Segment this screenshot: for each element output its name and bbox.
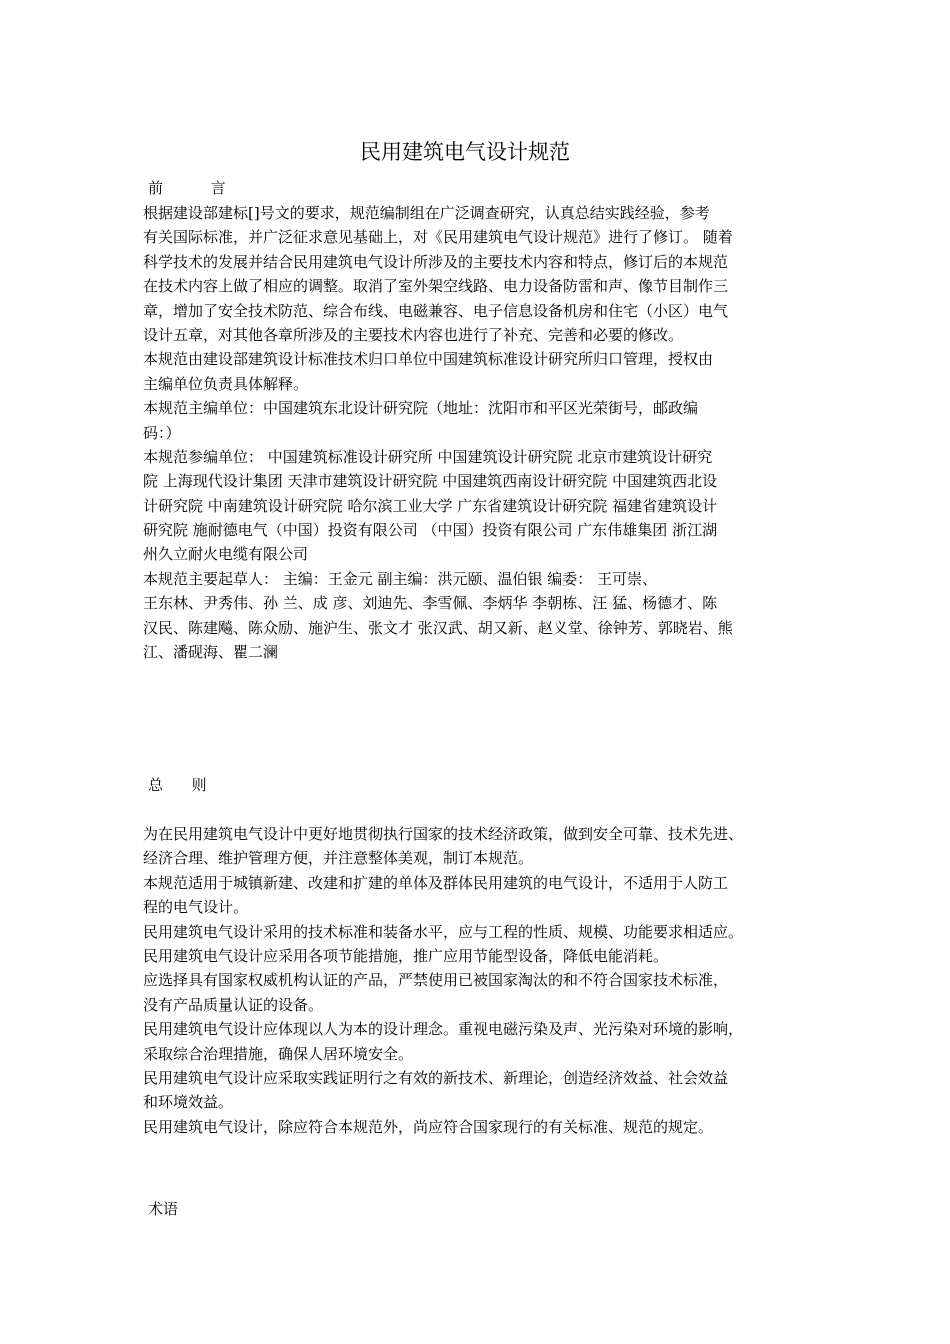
preface-line: 有关国际标准，并广泛征求意见基础上，对《民用建筑电气设计规范》进行了修订。 随着	[143, 228, 733, 247]
preface-line: 本规范参编单位： 中国建筑标准设计研究所 中国建筑设计研究院 北京市建筑设计研究	[143, 447, 713, 466]
preface-line: 州久立耐火电缆有限公司	[143, 545, 309, 564]
preface-line: 主编单位负责具体解释。	[143, 374, 309, 393]
general-line: 经济合理、维护管理方便，并注意整体美观，制订本规范。	[143, 849, 534, 868]
general-line: 程的电气设计。	[143, 898, 249, 917]
general-line: 为在民用建筑电气设计中更好地贯彻执行国家的技术经济政策，做到安全可靠、技术先进、	[143, 825, 744, 843]
document-title: 民用建筑电气设计规范	[360, 140, 570, 164]
preface-line: 本规范由建设部建筑设计标准技术归口单位中国建筑标准设计研究所归口管理，授权由	[143, 350, 714, 369]
preface-line: 江、潘砚海、瞿二澜	[143, 643, 279, 662]
preface-line: 本规范主编单位：中国建筑东北设计研究院（地址：沈阳市和平区光荣街号，邮政编	[143, 399, 699, 418]
preface-line: 根据建设部建标[]号文的要求，规范编制组在广泛调查研究，认真总结实践经验，参考	[143, 204, 710, 222]
general-line: 采取综合治理措施，确保人居环境安全。	[143, 1044, 414, 1063]
general-line: 民用建筑电气设计应体现以人为本的设计理念。重视电磁污染及声、光污染对环境的影响，	[143, 1020, 744, 1039]
general-line: 应选择具有国家权威机构认证的产品，严禁使用已被国家淘汰的和不符合国家技术标准，	[143, 971, 729, 990]
preface-line: 码：）	[143, 423, 181, 442]
general-line: 民用建筑电气设计应采取实践证明行之有效的新技术、新理论，创造经济效益、社会效益	[143, 1068, 729, 1087]
preface-line: 计研究院 中南建筑设计研究院 哈尔滨工业大学 广东省建筑设计研究院 福建省建筑设计	[143, 496, 718, 515]
preface-heading: 前 言	[148, 179, 226, 197]
preface-line: 在技术内容上做了相应的调整。取消了室外架空线路、电力设备防雷和声、像节目制作三	[143, 277, 729, 296]
general-line: 民用建筑电气设计，除应符合本规范外，尚应符合国家现行的有关标准、规范的规定。	[143, 1117, 714, 1136]
preface-line: 院 上海现代设计集团 天津市建筑设计研究院 中国建筑西南设计研究院 中国建筑西北设	[143, 472, 718, 491]
general-line: 民用建筑电气设计应采用各项节能措施，推广应用节能型设备，降低电能消耗。	[143, 946, 669, 965]
preface-line: 科学技术的发展并结合民用建筑电气设计所涉及的主要技术内容和特点，修订后的本规范	[143, 252, 729, 271]
preface-body	[143, 201, 811, 664]
preface-line: 章，增加了安全技术防范、综合布线、电磁兼容、电子信息设备机房和住宅（小区）电气	[143, 301, 729, 320]
preface-line: 王东林、尹秀伟、孙 兰、成 彦、刘迪先、李雪佩、李炳华 李朝栋、汪 猛、杨德才、陈	[143, 594, 718, 613]
general-body	[143, 822, 811, 1139]
general-heading: 总 则	[148, 776, 207, 794]
general-line: 没有产品质量认证的设备。	[143, 995, 324, 1014]
preface-line: 本规范主要起草人： 主编：王金元 副主编：洪元颐、温伯银 编委： 王可崇、	[143, 569, 658, 588]
general-line: 和环境效益。	[143, 1093, 234, 1112]
general-line: 民用建筑电气设计采用的技术标准和装备水平，应与工程的性质、规模、功能要求相适应。	[143, 922, 744, 941]
terms-heading: 术语	[148, 1200, 179, 1218]
general-line: 本规范适用于城镇新建、改建和扩建的单体及群体民用建筑的电气设计，不适用于人防工	[143, 873, 729, 892]
preface-line: 汉民、陈建飚、陈众励、施沪生、张文才 张汉武、胡又新、赵义堂、徐钟芳、郭晓岩、熊	[143, 618, 733, 637]
preface-line: 设计五章，对其他各章所涉及的主要技术内容也进行了补充、完善和必要的修改。	[143, 325, 684, 344]
preface-line: 研究院 施耐德电气（中国）投资有限公司 （中国）投资有限公司 广东伟雄集团 浙江湖	[143, 521, 718, 540]
